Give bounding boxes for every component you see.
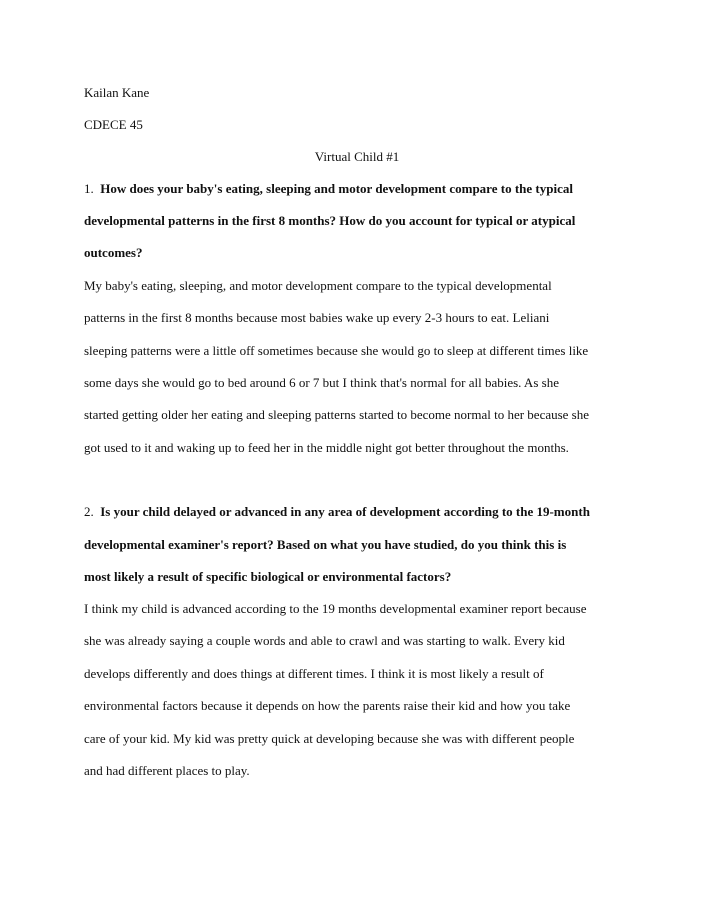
- answer-2-line-5: care of your kid. My kid was pretty quick at developing because she was with different people: [84, 731, 575, 746]
- author-name: Kailan Kane: [84, 85, 150, 100]
- question-1-line-3: outcomes?: [84, 245, 143, 260]
- answer-2-line-3: develops differently and does things at different times. I think it is most likely a result of: [84, 666, 544, 681]
- document-title: Virtual Child #1: [314, 149, 400, 164]
- question-1-line-1: [84, 181, 573, 197]
- answer-1-line-3: sleeping patterns were a little off sometimes because she would go to sleep at different times like: [84, 343, 589, 358]
- answer-1-line-6: got used to it and waking up to feed her in the middle night got better throughout the months.: [84, 440, 569, 455]
- question-2-line-2: developmental examiner's report? Based on what you have studied, do you think this is: [84, 537, 567, 552]
- answer-1-line-4: some days she would go to bed around 6 or 7 but I think that's normal for all babies. As she: [84, 375, 559, 390]
- answer-2-line-4: environmental factors because it depends on how the parents raise their kid and how you take: [84, 698, 571, 713]
- answer-1-line-1: My baby's eating, sleeping, and motor development compare to the typical developmental: [84, 278, 552, 293]
- question-2-text: Is your child delayed or advanced in any area of development according to the 19-month: [100, 504, 590, 519]
- question-2-number: 2.: [84, 504, 94, 519]
- question-2-line-1: [84, 504, 590, 520]
- answer-2-line-2: she was already saying a couple words and able to crawl and was starting to walk. Every kid: [84, 633, 565, 648]
- answer-2-line-1: I think my child is advanced according to the 19 months developmental examiner report because: [84, 601, 587, 616]
- answer-1-line-2: patterns in the first 8 months because most babies wake up every 2-3 hours to eat. Leliani: [84, 310, 550, 325]
- answer-1-line-5: started getting older her eating and sleeping patterns started to become normal to her because she: [84, 407, 590, 422]
- question-1-number: 1.: [84, 181, 94, 196]
- course-code: CDECE 45: [84, 117, 143, 132]
- question-1-text: How does your baby's eating, sleeping and motor development compare to the typical: [100, 181, 573, 196]
- answer-2-line-6: and had different places to play.: [84, 763, 250, 778]
- question-1-line-2: developmental patterns in the first 8 months? How do you account for typical or atypical: [84, 213, 576, 228]
- question-2-line-3: most likely a result of specific biological or environmental factors?: [84, 569, 452, 584]
